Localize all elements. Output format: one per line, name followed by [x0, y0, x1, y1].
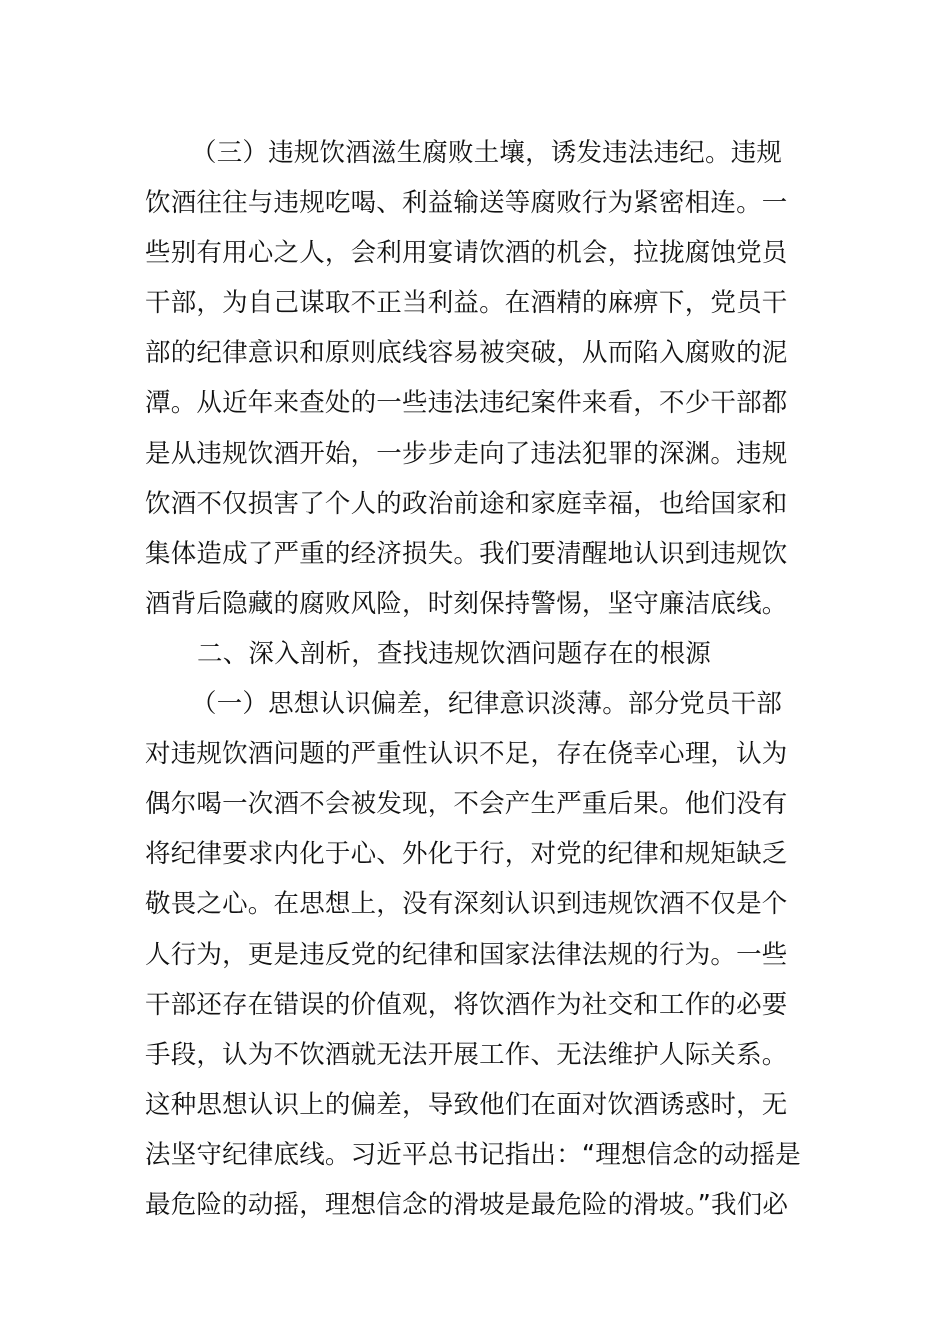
text-line: 潭。从近年来查处的一些违法违纪案件来看，不少干部都 — [145, 388, 788, 419]
section-heading-2: 二、深入剖析，查找违规饮酒问题存在的根源 — [197, 638, 712, 669]
text-line: 饮酒往往与违规吃喝、利益输送等腐败行为紧密相连。一 — [145, 188, 788, 219]
document-body — [145, 128, 815, 1230]
text-line: 人行为，更是违反党的纪律和国家法律法规的行为。一些 — [145, 939, 788, 970]
text-line: 偶尔喝一次酒不会被发现，不会产生严重后果。他们没有 — [145, 789, 788, 820]
text-line: 是从违规饮酒开始，一步步走向了违法犯罪的深渊。违规 — [145, 438, 788, 469]
text-line: 集体造成了严重的经济损失。我们要清醒地认识到违规饮 — [145, 538, 788, 569]
text-line: 手段，认为不饮酒就无法开展工作、无法维护人际关系。 — [145, 1039, 788, 1070]
text-line: 法坚守纪律底线。习近平总书记指出：“理想信念的动摇是 — [145, 1139, 801, 1170]
text-line: 饮酒不仅损害了个人的政治前途和家庭幸福，也给国家和 — [145, 488, 788, 519]
text-line: 对违规饮酒问题的严重性认识不足，存在侥幸心理，认为 — [145, 739, 788, 770]
text-line: 将纪律要求内化于心、外化于行，对党的纪律和规矩缺乏 — [145, 839, 788, 870]
text-line: 最危险的动摇，理想信念的滑坡是最危险的滑坡。”我们必 — [145, 1189, 789, 1220]
text-line: 敬畏之心。在思想上，没有深刻认识到违规饮酒不仅是个 — [145, 889, 788, 920]
paragraph-heading-1: （一）思想认识偏差，纪律意识淡薄。部分党员干部 — [191, 689, 783, 720]
text-line: 这种思想认识上的偏差，导致他们在面对饮酒诱惑时，无 — [145, 1089, 788, 1120]
text-line: 些别有用心之人，会利用宴请饮酒的机会，拉拢腐蚀党员 — [145, 238, 788, 269]
paragraph-heading-3: （三）违规饮酒滋生腐败土壤，诱发违法违纪。违规 — [191, 138, 783, 168]
text-line: 干部还存在错误的价值观，将饮酒作为社交和工作的必要 — [145, 989, 788, 1020]
text-line: 酒背后隐藏的腐败风险，时刻保持警惕，坚守廉洁底线。 — [145, 588, 788, 619]
text-line: 部的纪律意识和原则底线容易被突破，从而陷入腐败的泥 — [145, 338, 788, 369]
text-line: 干部，为自己谋取不正当利益。在酒精的麻痹下，党员干 — [145, 288, 788, 319]
